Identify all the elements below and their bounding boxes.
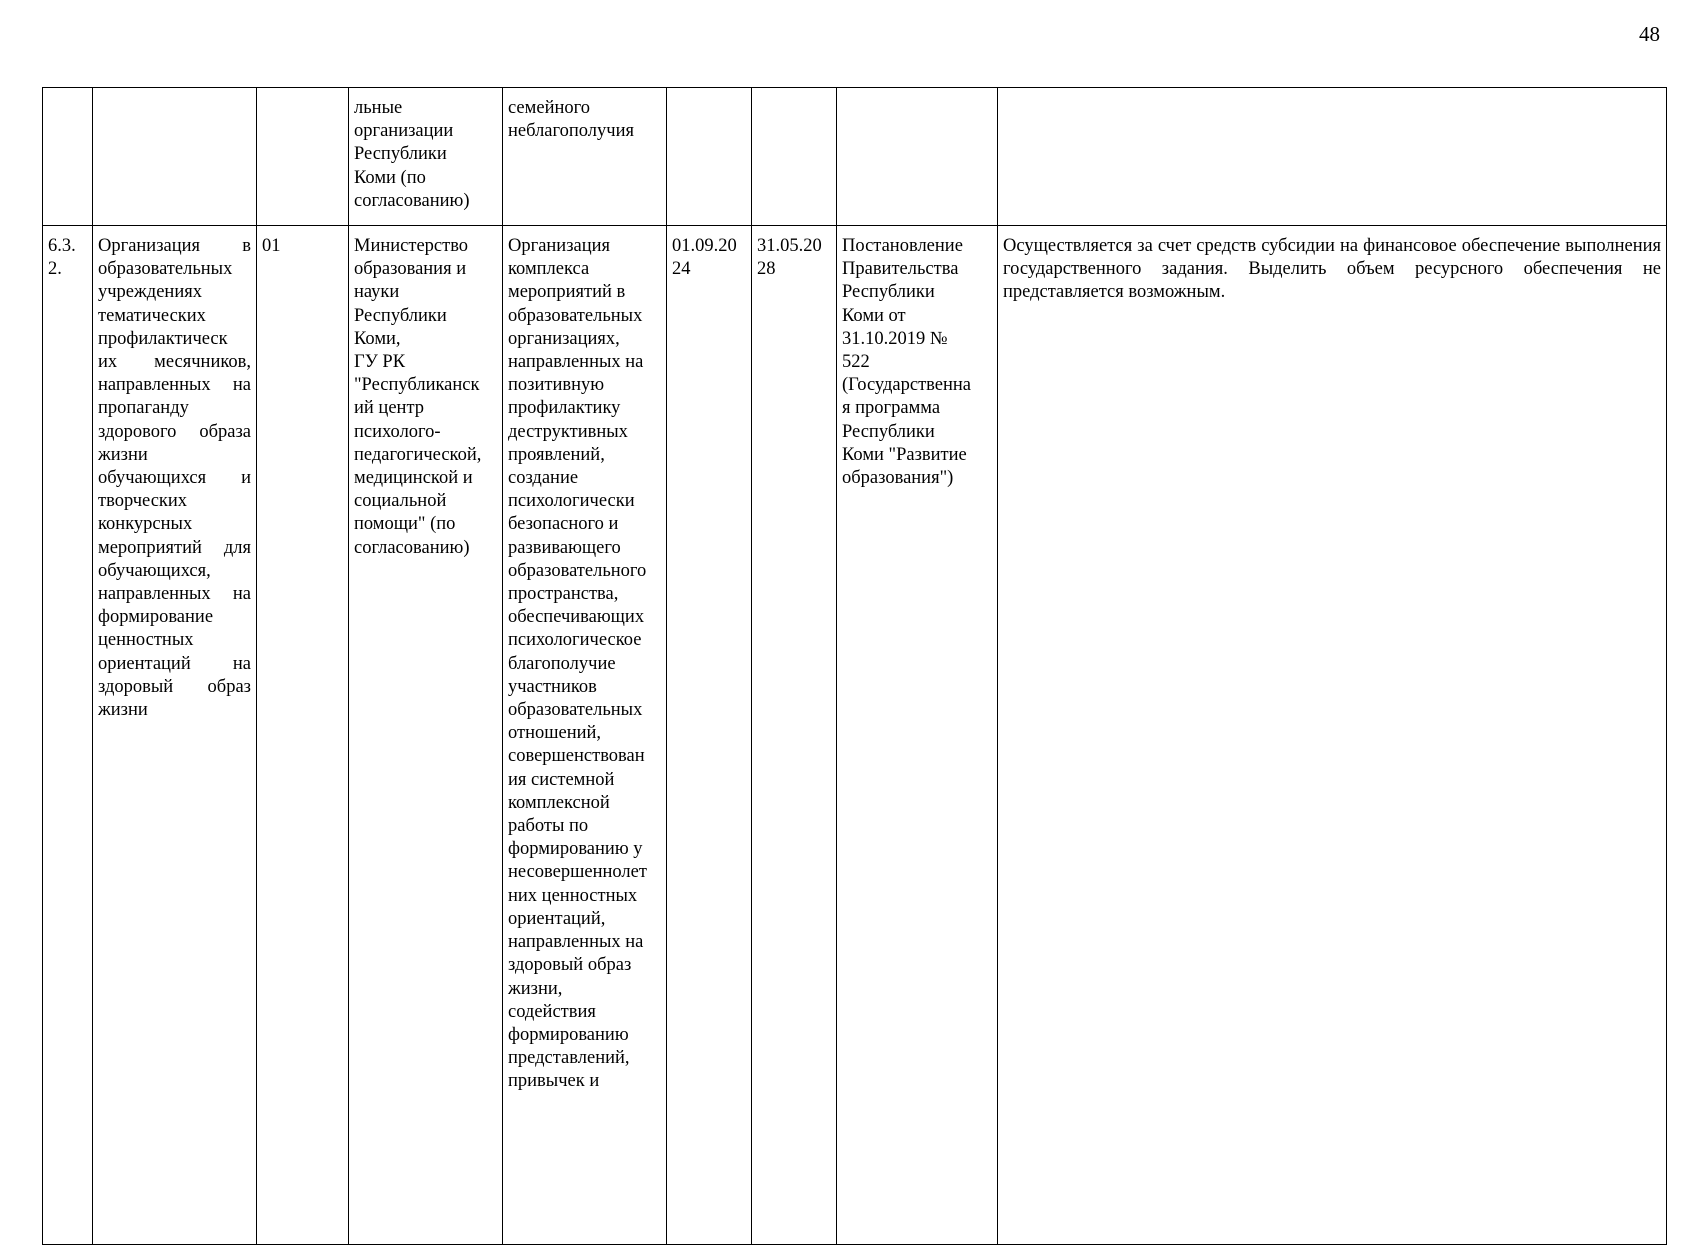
cell-code xyxy=(257,88,349,226)
cell-note: Осуществляется за счет средств субсидии на финансовое обеспечение выполнения государственного задания. Выделить объем ресурсного обеспечения не представляется возможным. xyxy=(998,226,1667,1245)
cell-number: 6.3. 2. xyxy=(43,226,93,1245)
cell-name: Организация в образовательных учреждениях тематических профилактическ их месячников, направленных на пропаганду здорового образа жизни обучающихся и творческих конкурсных мероприятий для обучающихся, направленных на формирование ценностных ориентаций на здоровый образ жизни xyxy=(93,226,257,1245)
cell-executor: льные организации Республики Коми (по согласованию) xyxy=(349,88,503,226)
cell-note xyxy=(998,88,1667,226)
cell-number xyxy=(43,88,93,226)
cell-start-date: 01.09.20 24 xyxy=(667,226,752,1245)
cell-code: 01 xyxy=(257,226,349,1245)
table-row-continuation xyxy=(43,88,1667,226)
cell-end-date: 31.05.20 28 xyxy=(752,226,837,1245)
cell-executor: Министерство образования и науки Республики Коми, ГУ РК "Республиканск ий центр психолого- педагогической, медицинской и социальной помощи" (по согласованию) xyxy=(349,226,503,1245)
table-row-6-3-2 xyxy=(43,226,1667,1245)
cell-end-date xyxy=(752,88,837,226)
cell-result: семейного неблагополучия xyxy=(503,88,667,226)
cell-basis xyxy=(837,88,998,226)
cell-name xyxy=(93,88,257,226)
cell-result: Организация комплекса мероприятий в образовательных организациях, направленных на позитивную профилактику деструктивных проявлений, создание психологически безопасного и развивающего образовательного пространства, обеспечивающих психологическое благополучие участников образовательных отношений, совершенствован ия системной комплексной работы по формированию у несовершеннолет них ценностных ориентаций, направленных на здоровый образ жизни, содействия формированию представлений, привычек и xyxy=(503,226,667,1245)
page-number: 48 xyxy=(1639,22,1660,46)
cell-start-date xyxy=(667,88,752,226)
cell-basis: Постановление Правительства Республики Коми от 31.10.2019 № 522 (Государственна я программа Республики Коми "Развитие образования") xyxy=(837,226,998,1245)
measures-table xyxy=(42,87,1667,1245)
